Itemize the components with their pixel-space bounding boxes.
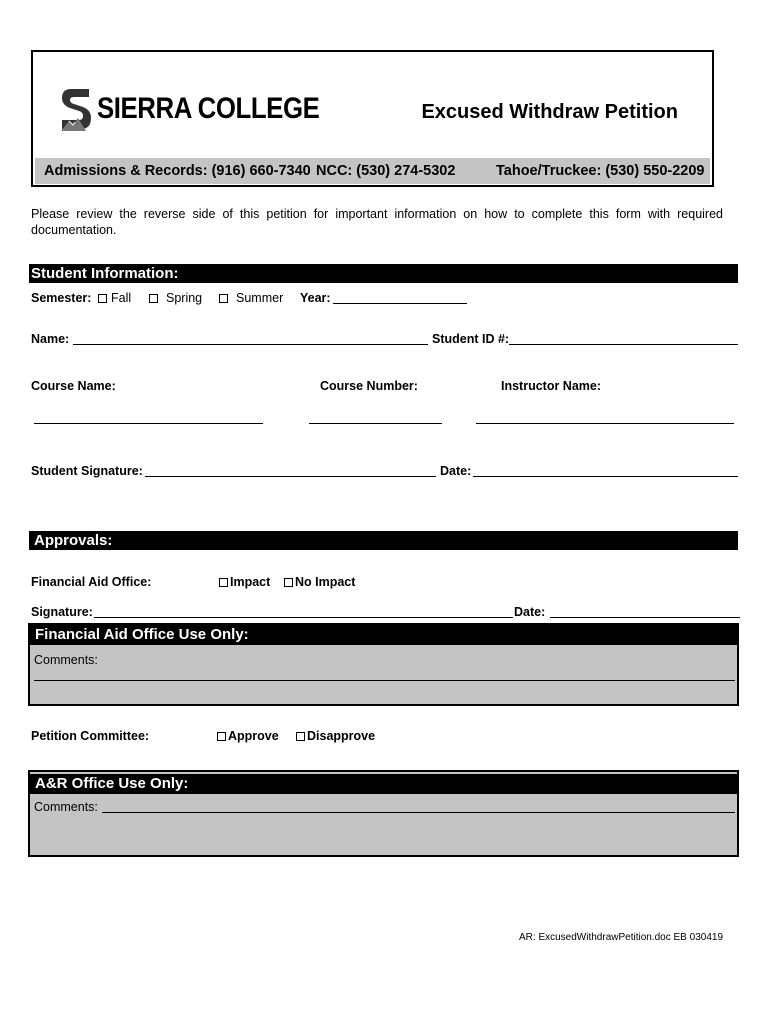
semester-label: Semester: <box>31 291 92 305</box>
fall-checkbox[interactable] <box>98 294 107 303</box>
semester-spring-option[interactable] <box>149 291 202 305</box>
sierra-college-logo <box>59 85 356 133</box>
approval-signature-label: Signature: <box>31 605 93 619</box>
student-signature-label: Student Signature: <box>31 464 143 478</box>
semester-summer-option[interactable] <box>219 291 283 305</box>
contact-bar <box>35 158 710 184</box>
instructor-name-label: Instructor Name: <box>501 379 602 393</box>
ar-office-heading: A&R Office Use Only: <box>30 774 737 794</box>
name-field[interactable] <box>73 344 428 345</box>
summer-checkbox[interactable] <box>219 294 228 303</box>
course-number-field[interactable] <box>309 423 442 424</box>
student-date-label: Date: <box>440 464 472 478</box>
spring-label: Spring <box>166 291 203 305</box>
no-impact-option[interactable] <box>284 575 355 589</box>
year-field[interactable] <box>333 303 467 304</box>
student-signature-field[interactable] <box>145 476 436 477</box>
semester-row <box>31 291 91 305</box>
name-label: Name: <box>31 332 70 346</box>
approve-label: Approve <box>228 729 279 743</box>
no-impact-label: No Impact <box>295 575 356 589</box>
student-date-field[interactable] <box>473 476 738 477</box>
form-title: Excused Withdraw Petition <box>421 101 678 123</box>
contact-ncc: NCC: (530) 274-5302 <box>316 163 456 179</box>
year-label: Year: <box>300 291 331 305</box>
approval-date-label: Date: <box>514 605 546 619</box>
student-id-field[interactable] <box>509 344 738 345</box>
disapprove-checkbox[interactable] <box>296 732 305 741</box>
impact-label: Impact <box>230 575 271 589</box>
approvals-heading: Approvals: <box>29 531 738 550</box>
ar-comments-field[interactable] <box>102 812 735 813</box>
approval-date-field[interactable] <box>550 617 740 618</box>
instructor-name-field[interactable] <box>476 423 734 424</box>
financial-aid-office-use-box <box>28 623 739 706</box>
financial-aid-office-label: Financial Aid Office: <box>31 575 152 589</box>
contact-admissions: Admissions & Records: (916) 660-7340 <box>44 163 311 179</box>
student-id-label: Student ID #: <box>432 332 510 346</box>
ar-office-use-box <box>28 770 739 857</box>
approve-option[interactable] <box>217 729 279 743</box>
fall-label: Fall <box>111 291 132 305</box>
fa-office-heading: Financial Aid Office Use Only: <box>30 625 737 645</box>
impact-checkbox[interactable] <box>219 578 228 587</box>
summer-label: Summer <box>236 291 284 305</box>
approval-signature-field[interactable] <box>94 617 513 618</box>
spring-checkbox[interactable] <box>149 294 158 303</box>
intro-text: Please review the reverse side of this petition for important information on how to complete this form with required documentation. <box>31 207 723 237</box>
impact-option[interactable] <box>219 575 270 589</box>
semester-fall-option[interactable] <box>98 291 131 305</box>
course-name-label: Course Name: <box>31 379 116 393</box>
course-number-label: Course Number: <box>320 379 418 393</box>
fa-comments-field[interactable] <box>34 680 735 681</box>
student-info-heading: Student Information: <box>29 264 738 283</box>
logo-text: SIERRA COLLEGE <box>97 92 320 125</box>
disapprove-option[interactable] <box>296 729 375 743</box>
contact-tahoe: Tahoe/Truckee: (530) 550-2209 <box>496 163 705 179</box>
fa-comments-label: Comments: <box>34 653 98 667</box>
disapprove-label: Disapprove <box>307 729 376 743</box>
form-header <box>31 50 714 187</box>
ar-comments-label: Comments: <box>34 800 98 814</box>
petition-committee-label: Petition Committee: <box>31 729 150 743</box>
approve-checkbox[interactable] <box>217 732 226 741</box>
document-footer: AR: ExcusedWithdrawPetition.doc EB 030419 <box>519 932 723 943</box>
sierra-s-logo-icon <box>59 85 93 133</box>
no-impact-checkbox[interactable] <box>284 578 293 587</box>
course-name-field[interactable] <box>34 423 263 424</box>
